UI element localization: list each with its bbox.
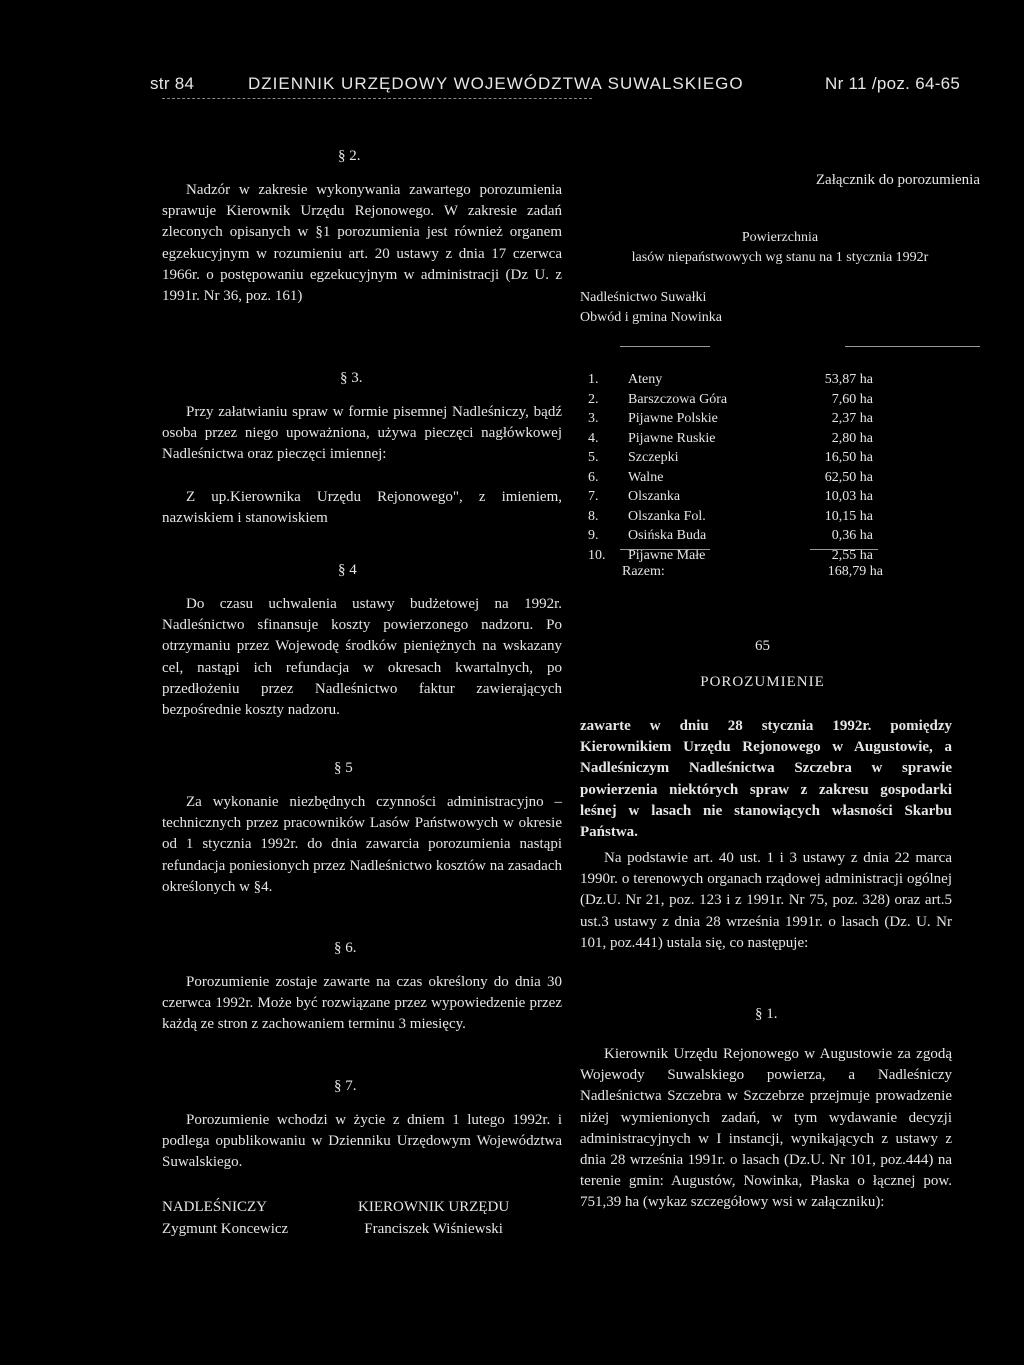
area-value: 2,55 ha: [831, 547, 873, 563]
signature-right-title: KIEROWNIK URZĘDU: [358, 1199, 510, 1215]
issue-position: Nr 11 /poz. 64-65: [825, 74, 961, 93]
area-value: 16,50 ha: [824, 450, 873, 465]
table-top-rule-right: [845, 346, 980, 347]
section-2-title: § 2.: [338, 148, 361, 164]
section-2-text: Nadzór w zakresie wykonywania zawartego porozumienia sprawuje Kierownik Urzędu Rejonowego. W zakresie zadań zleconych opisanych w §1 porozumienia jest również organem egzekucyjnym w rozumieniu art. 20 ustawy z dnia 17 czerwca 1966r. o postępowaniu egzekucyjnym w administracji (Dz U. z 1991r. Nr 36, poz. 161): [162, 182, 562, 305]
area-value: 10,15 ha: [824, 508, 873, 524]
table-row: [588, 528, 873, 548]
table-row: [588, 509, 873, 529]
row-number: 5.: [588, 450, 599, 465]
area-table: [588, 372, 873, 567]
section-6-title: § 6.: [334, 940, 357, 956]
section-3-text: Przy załatwianiu spraw w formie pisemnej Nadleśniczy, bądź osoba przez niego upoważniona, używa pieczęci nagłówkowej Nadleśnictwa oraz pieczęci imiennej:: [162, 404, 562, 463]
signature-left-title: NADLEŚNICZY: [162, 1199, 267, 1215]
area-value: 53,87 ha: [824, 372, 873, 387]
village-name: Barszczowa Góra: [628, 391, 728, 407]
signature-left-name: Zygmunt Koncewicz: [162, 1221, 289, 1237]
header-rule: [162, 98, 592, 99]
table-row: [588, 470, 873, 490]
section-6-text: Porozumienie zostaje zawarte na czas określony do dnia 30 czerwca 1992r. Może być rozwiązane przez wypowiedzenie przez każdą ze stron z zachowaniem terminu 3 miesięcy.: [162, 974, 562, 1033]
village-name: Pijawne Polskie: [628, 411, 718, 426]
table-row: [588, 392, 873, 412]
agreement-intro: zawarte w dniu 28 stycznia 1992r. pomiędzy Kierownikiem Urzędu Rejonowego w Augustowie, a Nadleśniczym Nadleśnictwa Szczebra w sprawie powierzenia niektórych spraw z zakresu gospodarki leśnej w lasach nie stanowiących własności Skarbu Państwa.: [580, 718, 952, 841]
row-number: 7.: [588, 489, 599, 504]
signature-left: [162, 1196, 288, 1240]
section-5-title: § 5: [334, 760, 353, 776]
table-top-rule: [620, 346, 710, 347]
table-row: [588, 372, 873, 392]
row-number: 10.: [588, 547, 606, 563]
signature-right: [358, 1196, 509, 1240]
area-value: 0,36 ha: [831, 528, 873, 543]
table-row: [588, 450, 873, 470]
section-1-title: § 1.: [755, 1006, 778, 1022]
section-1-text: Kierownik Urzędu Rejonowego w Augustowie za zgodą Wojewody Suwalskiego powierza, a Nadleśniczy Nadleśnictwa Szczebra w Szczebrze przejmuje prowadzenie niżej wymienionych zadań, w tym wydawanie decyzji administracyjnych w I instancji, wynikających z ustawy z dnia 28 września 1991r. o lasach (Dz.U. Nr 101, poz.444) na terenie gmin: Augustów, Nowinka, Płaska o łącznej pow. 751,39 ha (wykaz szczegółowy wsi w załączniku):: [580, 1046, 952, 1211]
row-number: 6.: [588, 469, 599, 485]
village-name: Pijawne Małe: [628, 547, 706, 563]
district-commune: Obwód i gmina Nowinka: [580, 310, 722, 325]
area-value: 7,60 ha: [831, 391, 873, 407]
village-name: Walne: [628, 469, 664, 485]
position-number: 65: [755, 638, 770, 654]
section-4-title: § 4: [338, 562, 357, 578]
row-number: 8.: [588, 508, 599, 524]
row-number: 9.: [588, 528, 599, 543]
table-row: [588, 411, 873, 431]
section-4-text: Do czasu uchwalenia ustawy budżetowej na 1992r. Nadleśnictwo sfinansuje koszty powierzonego nadzoru. Po otrzymaniu przez Wojewodę środków pieniężnych na wskazany cel, nastąpi ich refundacja w okresach kwartalnych, po przedłożeniu przez Nadleśnictwo faktur zawierających bezpośrednie koszty nadzoru.: [162, 596, 562, 719]
section-7-title: § 7.: [334, 1078, 357, 1094]
area-value: 10,03 ha: [824, 489, 873, 504]
area-value: 62,50 ha: [824, 469, 873, 485]
area-title: Powierzchnia: [741, 230, 819, 245]
page-number: str 84: [150, 74, 195, 93]
village-name: Olszanka: [628, 489, 681, 504]
village-name: Olszanka Fol.: [628, 508, 706, 524]
table-bottom-rule-right: [810, 549, 878, 550]
section-5-text: Za wykonanie niezbędnych czynności administracyjno – technicznych przez pracowników Lasów Państwowych w okresie od 1 stycznia 1992r. do dnia zawarcia porozumienia nastąpi refundacja poniesionych przez Nadleśnictwo kosztów na zasadach określonych w §4.: [162, 794, 562, 895]
table-row: [588, 489, 873, 509]
annex-heading: Załącznik do porozumienia: [815, 172, 980, 188]
legal-basis: Na podstawie art. 40 ust. 1 i 3 ustawy z dnia 22 marca 1990r. o terenowych organach rządowej administracji ogólnej (Dz.U. Nr 21, poz. 123 i z 1991r. Nr 75, poz. 328) oraz art.5 ust.3 ustawy z dnia 28 września 1991r. o lasach (Dz. U. Nr 101, poz.441) ustala się, co następuje:: [580, 850, 952, 951]
section-3-title: § 3.: [340, 370, 363, 386]
row-number: 2.: [588, 391, 599, 407]
section-7-text: Porozumienie wchodzi w życie z dniem 1 lutego 1992r. i podlega opublikowaniu w Dzienniku Urzędowym Województwa Suwalskiego.: [162, 1112, 562, 1171]
section-3-stamp-text: Z up.Kierownika Urzędu Rejonowego", z imieniem, nazwiskiem i stanowiskiem: [162, 489, 562, 527]
journal-title: DZIENNIK URZĘDOWY WOJEWÓDZTWA SUWALSKIEGO: [248, 74, 744, 93]
agreement-title: POROZUMIENIE: [700, 674, 825, 690]
area-value: 2,80 ha: [831, 430, 873, 446]
total-label: Razem:: [622, 564, 665, 579]
village-name: Osińska Buda: [628, 528, 707, 543]
row-number: 1.: [588, 372, 599, 387]
table-row: [588, 431, 873, 451]
village-name: Ateny: [628, 372, 663, 387]
area-value: 2,37 ha: [831, 411, 873, 426]
row-number: 4.: [588, 430, 599, 446]
table-bottom-rule: [620, 549, 710, 550]
village-name: Pijawne Ruskie: [628, 430, 716, 446]
village-name: Szczepki: [628, 450, 679, 465]
row-number: 3.: [588, 411, 599, 426]
signature-right-name: Franciszek Wiśniewski: [364, 1221, 503, 1237]
total-value: 168,79 ha: [827, 564, 883, 579]
area-subtitle: lasów niepaństwowych wg stanu na 1 stycznia 1992r: [631, 250, 929, 265]
forest-district: Nadleśnictwo Suwałki: [580, 290, 707, 305]
